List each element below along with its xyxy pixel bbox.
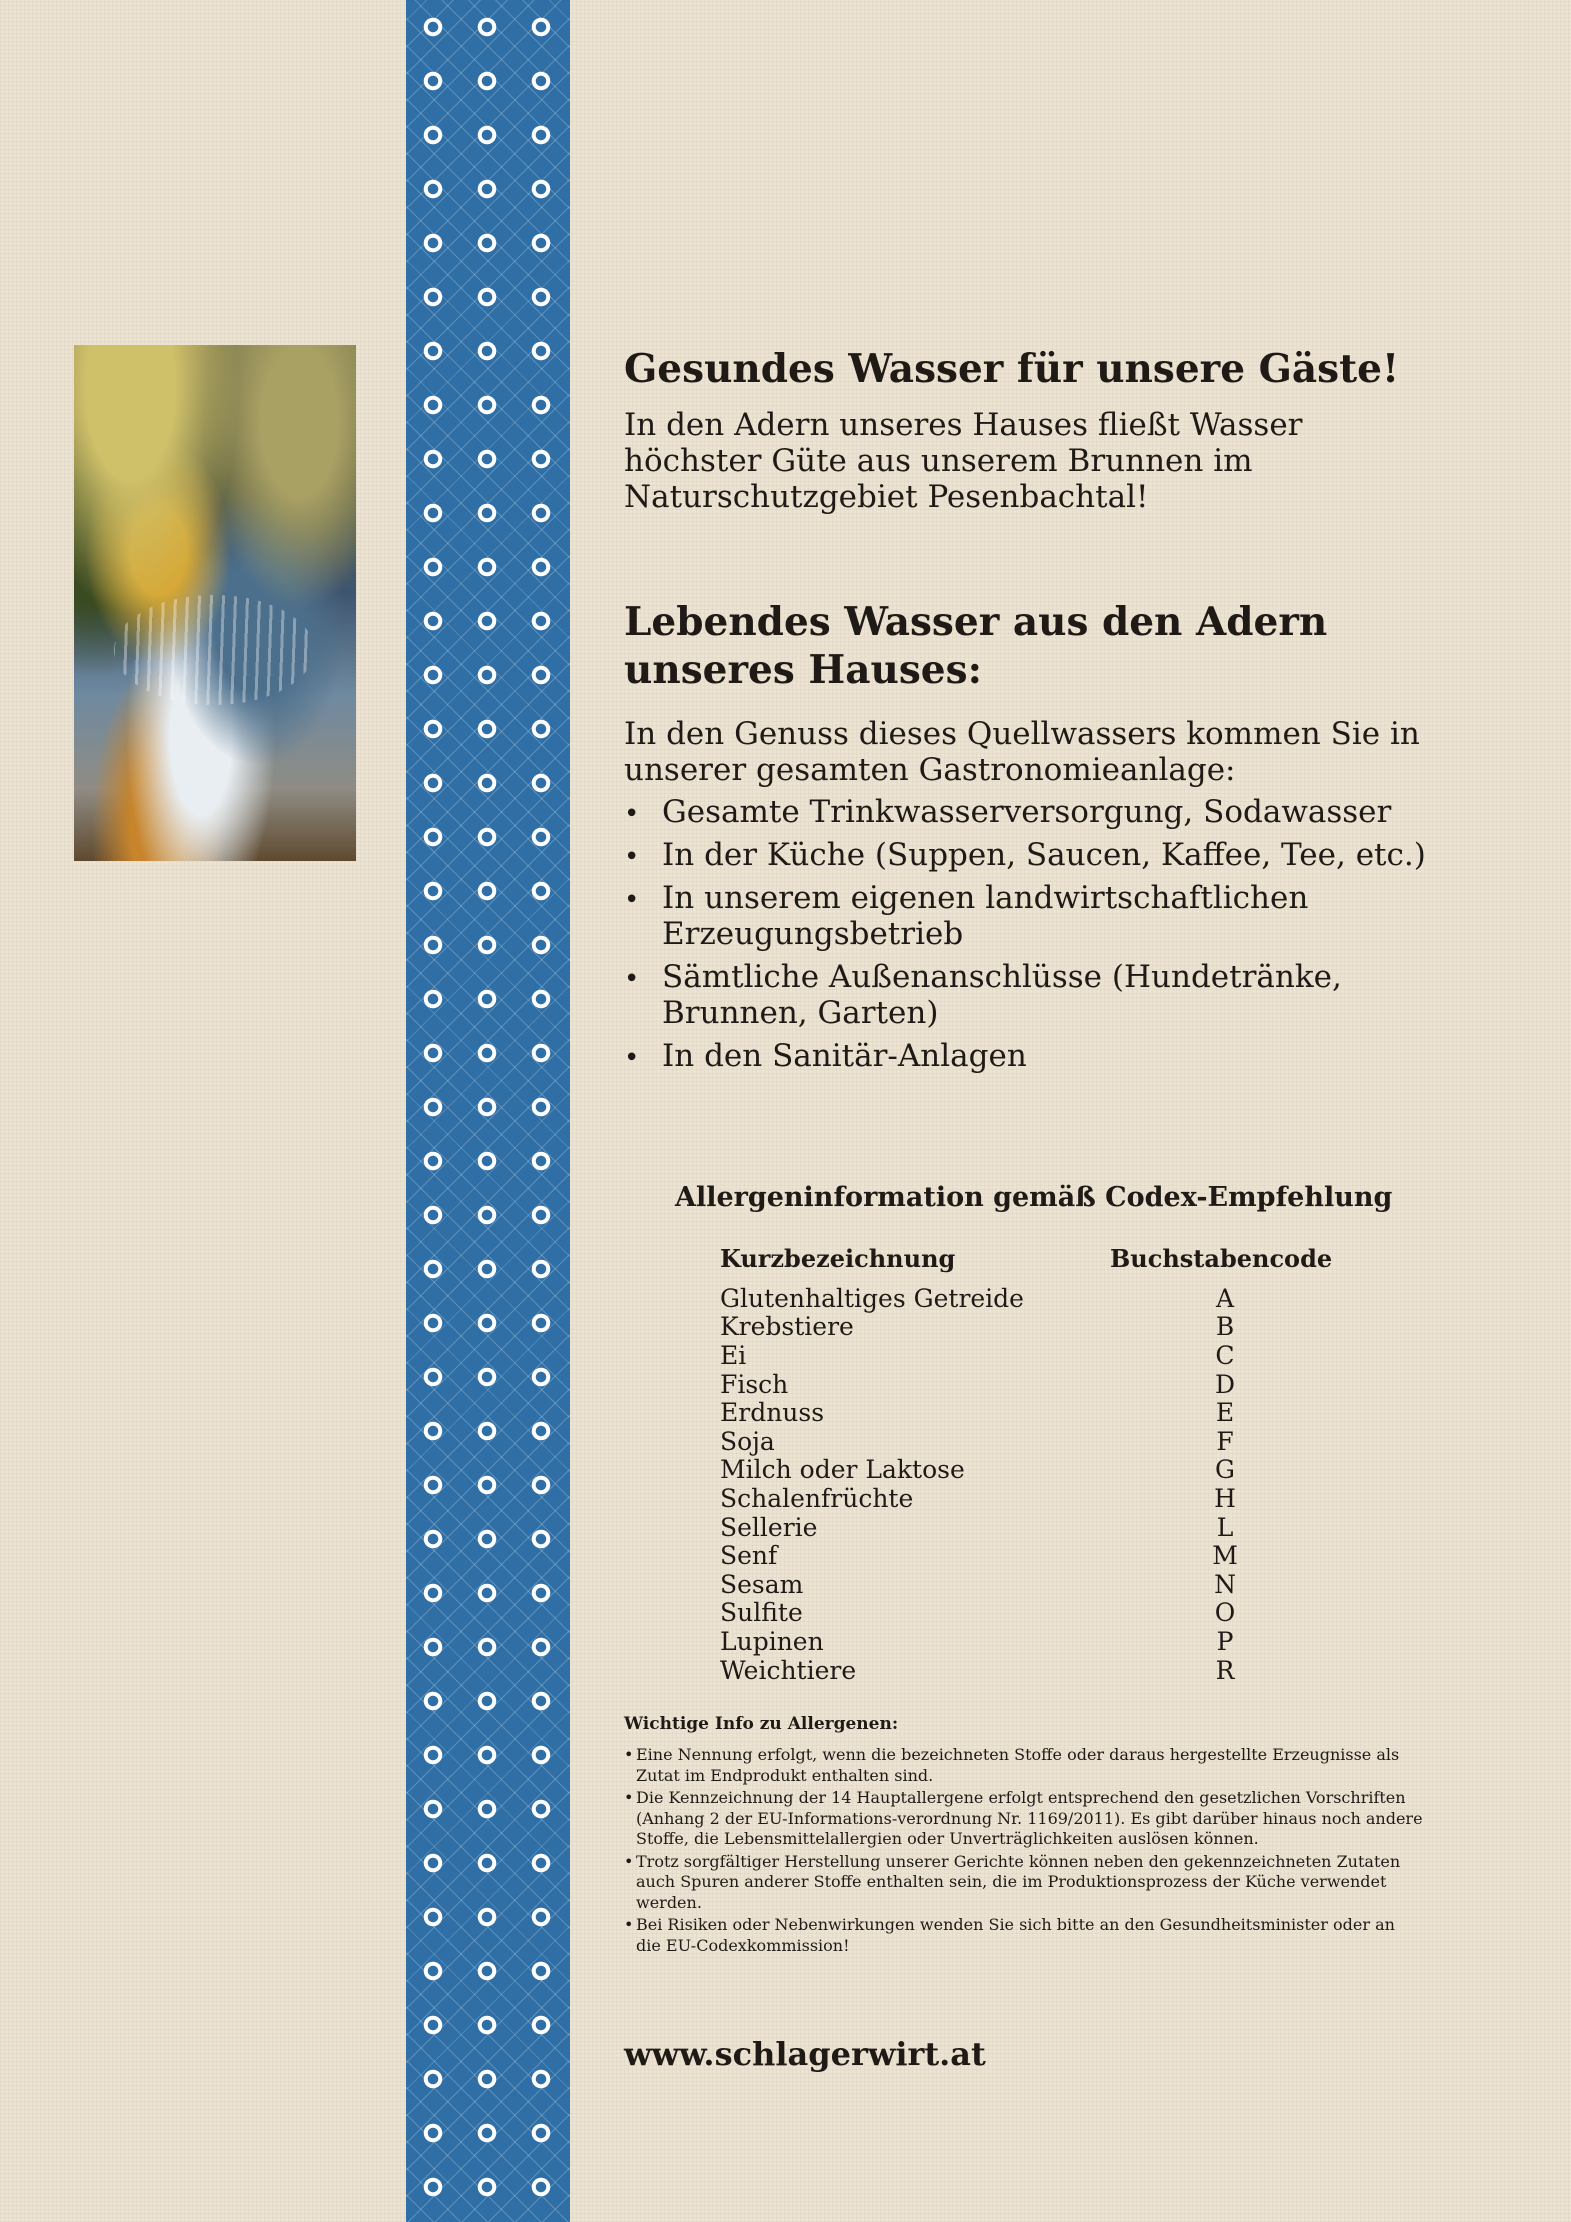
table-row xyxy=(720,1398,1300,1427)
table-row xyxy=(720,1284,1300,1313)
allergen-code: A xyxy=(1215,1283,1235,1313)
table-row xyxy=(720,1427,1300,1456)
allergen-code: H xyxy=(1214,1483,1236,1513)
section-living-water xyxy=(624,598,1444,1081)
allergen-name: Milch oder Laktose xyxy=(720,1455,965,1485)
water-usage-list xyxy=(624,794,1444,1074)
allergen-notes-list xyxy=(624,1745,1424,1958)
allergen-code: G xyxy=(1215,1455,1235,1485)
list-item: • In der Küche (Suppen, Saucen, Kaffee, Tee, etc.) xyxy=(624,837,1444,873)
allergen-code: N xyxy=(1214,1569,1236,1599)
allergen-name: Erdnuss xyxy=(720,1398,825,1428)
website-link[interactable]: www.schlagerwirt.at xyxy=(624,2035,986,2073)
title-line: unseres Hauses: xyxy=(624,647,982,693)
table-row xyxy=(720,1370,1300,1399)
note-item: • Bei Risiken oder Nebenwirkungen wenden Sie sich bitte an den Gesundheitsminister oder an die EU-Codexkommission! xyxy=(624,1915,1424,1956)
list-item: • Gesamte Trinkwasserversorgung, Sodawasser xyxy=(624,794,1444,830)
allergen-code: F xyxy=(1216,1426,1234,1456)
allergen-code: R xyxy=(1215,1655,1235,1685)
table-row xyxy=(720,1456,1300,1485)
allergen-title: Allergeninformation gemäß Codex-Empfehlung xyxy=(675,1182,1393,1213)
table-row xyxy=(720,1656,1300,1685)
table-row xyxy=(720,1513,1300,1542)
allergen-name: Sellerie xyxy=(720,1512,818,1542)
table-row xyxy=(720,1599,1300,1628)
title-line: Lebendes Wasser aus den Adern xyxy=(624,599,1328,645)
allergen-name: Sulfite xyxy=(720,1598,803,1628)
allergen-code: D xyxy=(1214,1369,1236,1399)
allergen-name: Glutenhaltiges Getreide xyxy=(720,1283,1024,1313)
table-row xyxy=(720,1627,1300,1656)
allergen-code: O xyxy=(1214,1598,1236,1628)
allergen-name: Ei xyxy=(720,1340,747,1370)
section-text: In den Adern unseres Hauses fließt Wasser höchster Güte aus unserem Brunnen im Naturschutzgebiet Pesenbachtal! xyxy=(624,407,1303,515)
allergen-code: E xyxy=(1215,1398,1235,1428)
table-row xyxy=(720,1570,1300,1599)
note-item: • Eine Nennung erfolgt, wenn die bezeichneten Stoffe oder daraus hergestellte Erzeugnisse als Zutat im Endprodukt enthalten sind. xyxy=(624,1745,1424,1786)
table-row xyxy=(720,1541,1300,1570)
section-healthy-water xyxy=(624,345,1444,515)
allergen-name: Senf xyxy=(720,1541,778,1571)
allergen-code: L xyxy=(1216,1512,1234,1542)
note-item: • Die Kennzeichnung der 14 Hauptallergene erfolgt entsprechend den gesetzlichen Vorschriften (Anhang 2 der EU-Informations-verordnung Nr. 1169/2011). Es gibt darüber hinaus noch andere Stoffe, die Lebensmittelallergien oder Unverträglichkeiten auslösen können. xyxy=(624,1788,1424,1850)
waterfall-photo xyxy=(74,345,356,861)
section-title xyxy=(624,598,1444,694)
section-intro: In den Genuss dieses Quellwassers kommen Sie in unserer gesamten Gastronomieanlage: xyxy=(624,716,1420,788)
water-stream-texture xyxy=(114,595,314,705)
list-item: • Sämtliche Außenanschlüsse (Hundetränke, Brunnen, Garten) xyxy=(624,959,1444,1031)
table-row xyxy=(720,1341,1300,1370)
section-title: Gesundes Wasser für unsere Gäste! xyxy=(624,346,1400,392)
allergen-code: M xyxy=(1212,1541,1238,1571)
note-item: • Trotz sorgfältiger Herstellung unserer Gerichte können neben den gekennzeichneten Zutaten auch Spuren anderer Stoffe enthalten sein, die im Produktionsprozess der Küche verwendet werden. xyxy=(624,1852,1424,1914)
column-header-code: Buchstabencode xyxy=(1110,1244,1333,1273)
allergen-notes-title: Wichtige Info zu Allergenen: xyxy=(624,1714,899,1734)
allergen-table xyxy=(720,1284,1300,1684)
allergen-name: Krebstiere xyxy=(720,1312,854,1342)
table-row xyxy=(720,1484,1300,1513)
decorative-pattern-band xyxy=(406,0,570,2222)
allergen-code: P xyxy=(1216,1626,1234,1656)
allergen-code: B xyxy=(1215,1312,1235,1342)
allergen-name: Fisch xyxy=(720,1369,789,1399)
allergen-code: C xyxy=(1215,1340,1235,1370)
allergen-name: Soja xyxy=(720,1426,775,1456)
allergen-name: Weichtiere xyxy=(720,1655,857,1685)
list-item: • In den Sanitär-Anlagen xyxy=(624,1038,1444,1074)
column-header-name: Kurzbezeichnung xyxy=(720,1244,956,1273)
list-item: • In unserem eigenen landwirtschaftlichen Erzeugungsbetrieb xyxy=(624,880,1444,952)
allergen-name: Schalenfrüchte xyxy=(720,1483,914,1513)
table-row xyxy=(720,1313,1300,1342)
allergen-name: Lupinen xyxy=(720,1626,824,1656)
allergen-name: Sesam xyxy=(720,1569,804,1599)
